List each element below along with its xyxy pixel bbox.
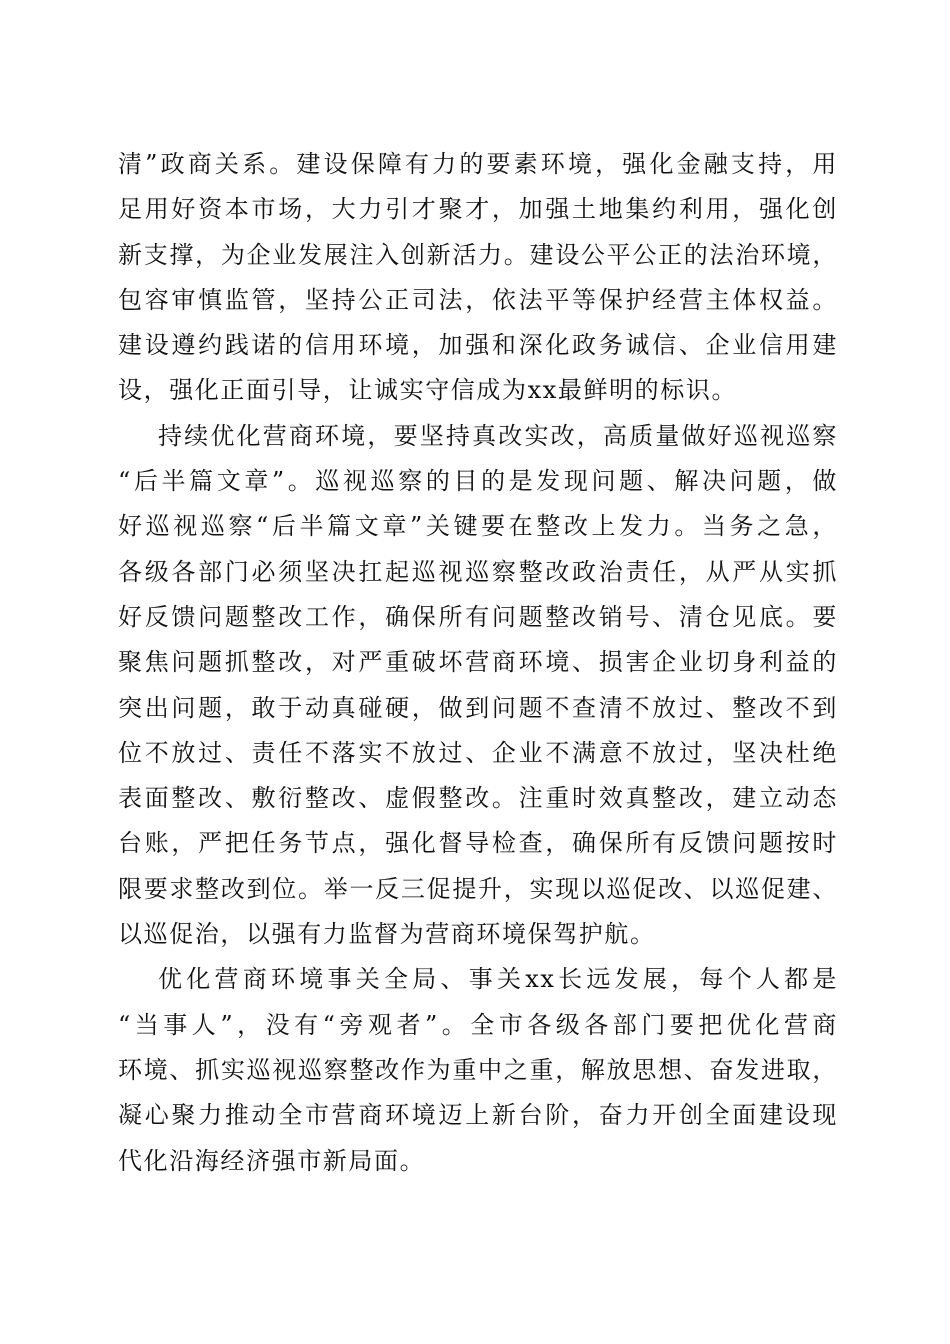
text-line: 台账，严把任务节点，强化督导检查，确保所有反馈问题按时 xyxy=(118,829,838,858)
text-line: 持续优化营商环境，要坚持真改实改，高质量做好巡视巡察 xyxy=(158,421,838,450)
text-line: “后半篇文章”。巡视巡察的目的是发现问题、解决问题，做 xyxy=(118,467,838,496)
text-line: “当事人”，没有“旁观者”。全市各级各部门要把优化营商 xyxy=(118,1010,838,1039)
paragraph-3 xyxy=(118,957,838,1183)
text-line: 好反馈问题整改工作，确保所有问题整改销号、清仓见底。要 xyxy=(118,602,838,631)
paragraph-1 xyxy=(118,142,838,414)
text-line: 新支撑，为企业发展注入创新活力。建设公平公正的法治环境， xyxy=(118,240,838,269)
text-line: 足用好资本市场，大力引才聚才，加强土地集约利用，强化创 xyxy=(118,195,838,224)
text-line: 各级各部门必须坚决扛起巡视巡察整改政治责任，从严从实抓 xyxy=(118,557,838,586)
paragraph-2 xyxy=(118,414,838,958)
text-line: 代化沿海经济强市新局面。 xyxy=(118,1146,426,1175)
text-line: 限要求整改到位。举一反三促提升，实现以巡促改、以巡促建、 xyxy=(118,874,838,903)
text-line: 位不放过、责任不落实不放过、企业不满意不放过，坚决杜绝 xyxy=(118,738,838,767)
text-line: 好巡视巡察“后半篇文章”关键要在整改上发力。当务之急， xyxy=(118,512,838,541)
text-line: 优化营商环境事关全局、事关xx长远发展，每个人都是 xyxy=(158,965,838,994)
text-line: 清”政商关系。建设保障有力的要素环境，强化金融支持，用 xyxy=(118,150,838,178)
text-line: 包容审慎监管，坚持公正司法，依法平等保护经营主体权益。 xyxy=(118,285,838,314)
text-line: 环境、抓实巡视巡察整改作为重中之重，解放思想、奋发进取， xyxy=(118,1055,838,1084)
text-line: 建设遵约践诺的信用环境，加强和深化政务诚信、企业信用建 xyxy=(118,331,838,360)
document-body xyxy=(118,142,838,1184)
text-line: 突出问题，敢于动真碰硬，做到问题不查清不放过、整改不到 xyxy=(118,693,838,722)
text-line: 设，强化正面引导，让诚实守信成为xx最鲜明的标识。 xyxy=(118,376,738,405)
text-line: 聚焦问题抓整改，对严重破坏营商环境、损害企业切身利益的 xyxy=(118,648,838,677)
text-line: 表面整改、敷衍整改、虚假整改。注重时效真整改，建立动态 xyxy=(118,784,838,813)
text-line: 以巡促治，以强有力监督为营商环境保驾护航。 xyxy=(118,920,656,949)
text-line: 凝心聚力推动全市营商环境迈上新台阶，奋力开创全面建设现 xyxy=(118,1101,838,1130)
